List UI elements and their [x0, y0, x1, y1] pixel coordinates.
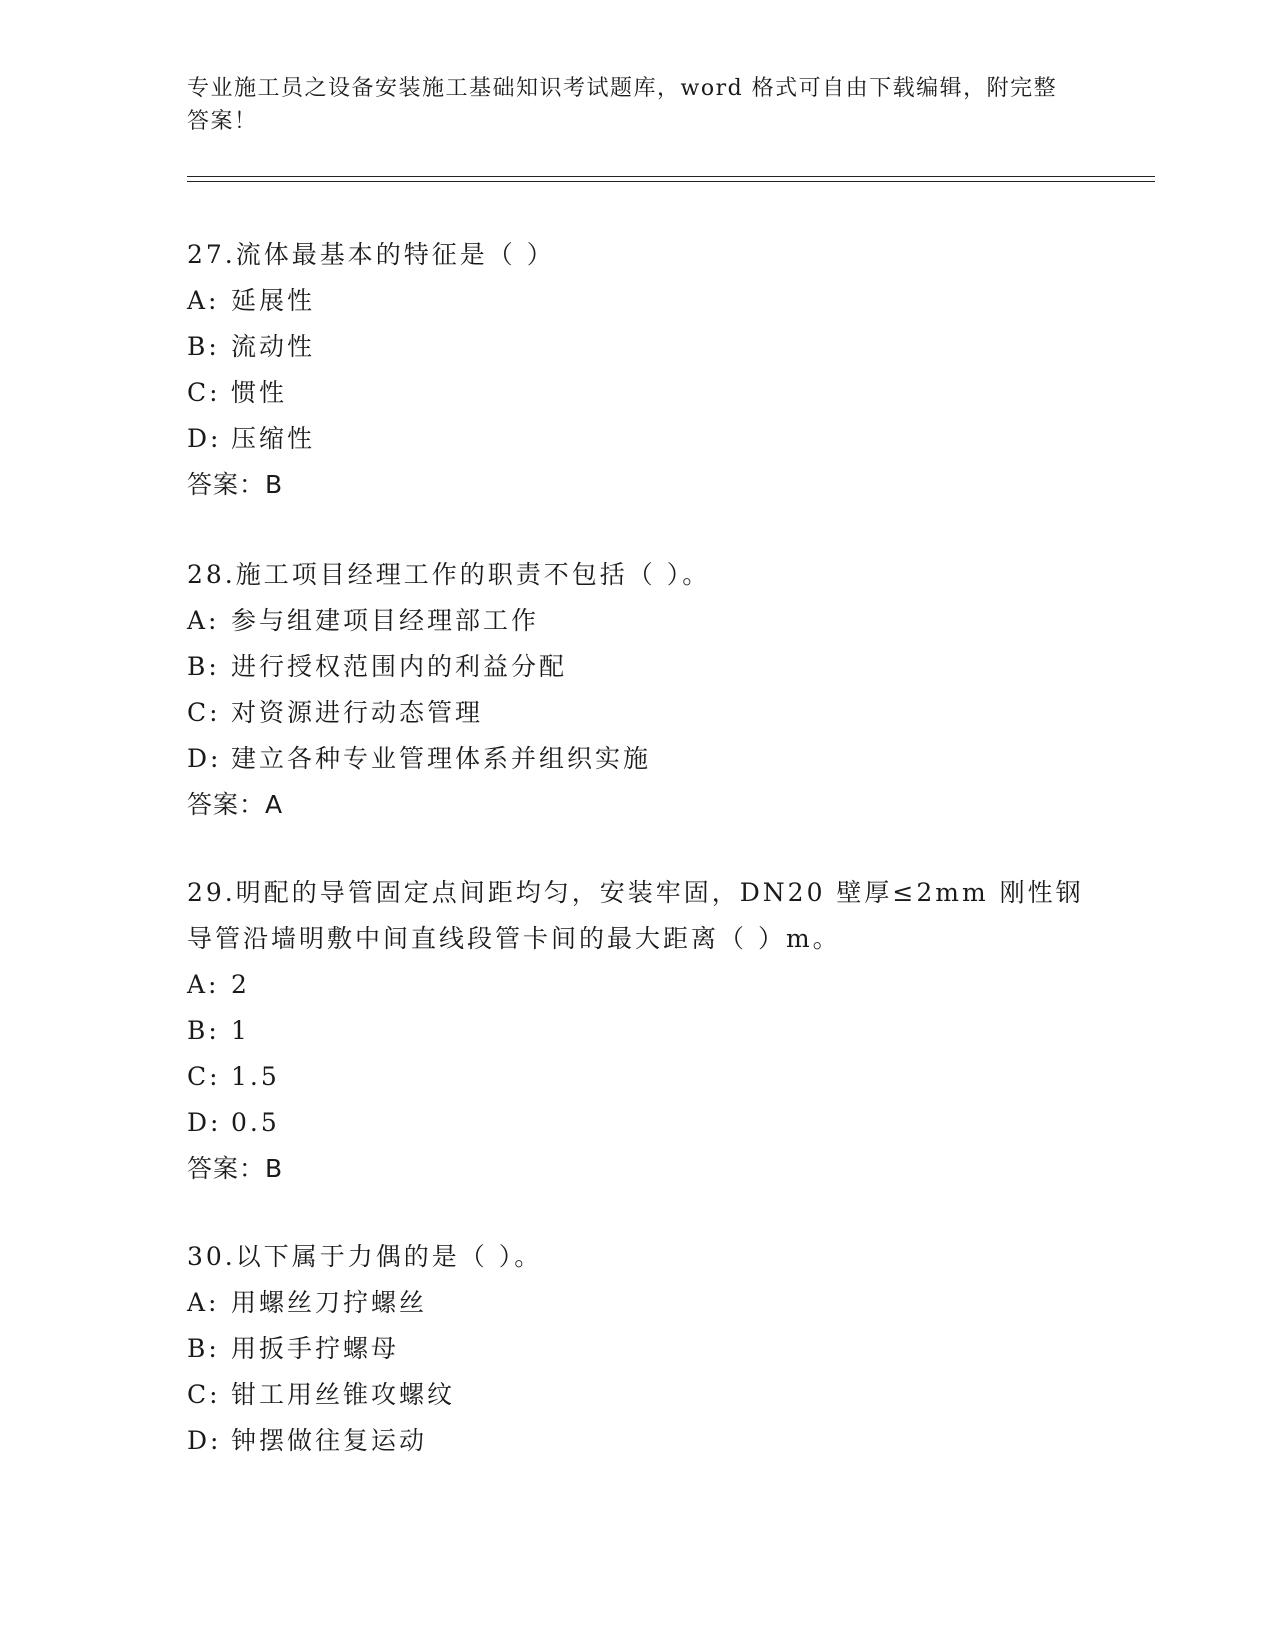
option-b	[187, 1326, 1087, 1372]
option-a	[187, 1280, 1087, 1326]
answer-line: 答案：B	[187, 470, 284, 499]
option-text: 流动性	[231, 332, 316, 361]
question-27	[187, 232, 1087, 508]
option-letter: C:	[187, 378, 221, 407]
option-letter: D:	[187, 1108, 222, 1137]
option-text: 对资源进行动态管理	[231, 698, 484, 727]
option-c	[187, 690, 1087, 736]
option-letter: B:	[187, 1334, 220, 1363]
header-rule-bottom	[187, 181, 1155, 182]
option-a	[187, 962, 1087, 1008]
option-c	[187, 1054, 1087, 1100]
question-stem: 28.施工项目经理工作的职责不包括（ ）。	[187, 560, 711, 589]
option-letter: B:	[187, 652, 220, 681]
option-letter: D:	[187, 744, 222, 773]
option-b	[187, 644, 1087, 690]
answer-line: 答案：A	[187, 790, 284, 819]
option-text: 参与组建项目经理部工作	[231, 606, 540, 635]
question-28	[187, 552, 1087, 828]
option-d	[187, 1100, 1087, 1146]
option-letter: A:	[187, 606, 220, 635]
header-rule-top	[187, 176, 1155, 177]
option-text: 惯性	[231, 378, 288, 407]
option-letter: B:	[187, 1016, 220, 1045]
option-text: 1	[231, 1016, 250, 1045]
option-text: 2	[231, 970, 250, 999]
document-header: 专业施工员之设备安装施工基础知识考试题库，word 格式可自由下载编辑，附完整答案！	[187, 76, 1058, 134]
option-letter: A:	[187, 286, 220, 315]
option-c	[187, 370, 1087, 416]
question-29	[187, 870, 1087, 1192]
option-text: 用扳手拧螺母	[231, 1334, 400, 1363]
option-text: 钟摆做往复运动	[231, 1426, 428, 1455]
option-a	[187, 278, 1087, 324]
option-b	[187, 324, 1087, 370]
option-letter: C:	[187, 1062, 221, 1091]
question-stem: 27.流体最基本的特征是（ ）	[187, 240, 555, 269]
option-c	[187, 1372, 1087, 1418]
option-text: 延展性	[231, 286, 316, 315]
option-text: 压缩性	[231, 424, 316, 453]
question-stem: 30.以下属于力偶的是（ ）。	[187, 1242, 543, 1271]
option-letter: A:	[187, 970, 220, 999]
option-a	[187, 598, 1087, 644]
option-letter: B:	[187, 332, 220, 361]
option-text: 钳工用丝锥攻螺纹	[231, 1380, 456, 1409]
option-letter: A:	[187, 1288, 220, 1317]
option-text: 用螺丝刀拧螺丝	[231, 1288, 428, 1317]
question-30	[187, 1234, 1087, 1464]
answer-line: 答案：B	[187, 1154, 284, 1183]
option-b	[187, 1008, 1087, 1054]
option-d	[187, 416, 1087, 462]
question-stem: 29.明配的导管固定点间距均匀，安装牢固，DN20 壁厚≤2mm 刚性钢导管沿墙明敷中间直线段管卡间的最大距离（ ）m。	[187, 878, 1084, 953]
option-letter: C:	[187, 698, 221, 727]
option-text: 进行授权范围内的利益分配	[231, 652, 568, 681]
option-d	[187, 736, 1087, 782]
option-letter: C:	[187, 1380, 221, 1409]
option-letter: D:	[187, 424, 222, 453]
option-text: 0.5	[231, 1108, 280, 1137]
option-text: 建立各种专业管理体系并组织实施	[231, 744, 652, 773]
option-text: 1.5	[231, 1062, 280, 1091]
option-letter: D:	[187, 1426, 222, 1455]
option-d	[187, 1418, 1087, 1464]
